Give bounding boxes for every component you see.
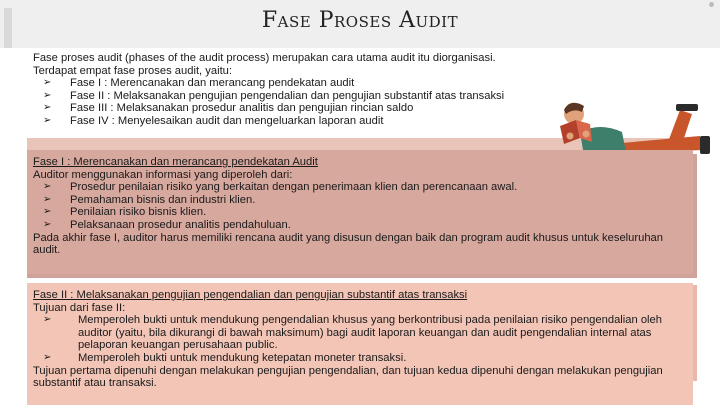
section-closing: Pada akhir fase I, auditor harus memiliki rencana audit yang disusun dengan baik dan program audit khusus untuk keseluruhan audit. xyxy=(33,231,663,257)
list-item: ➢ Pelaksanaan prosedur analitis pendahuluan. xyxy=(33,219,687,232)
arrow-bullet-icon: ➢ xyxy=(43,193,52,205)
panel-shadow xyxy=(27,274,693,278)
intro-bullet: ➢ Fase I : Merencanakan dan merancang pendekatan audit xyxy=(33,77,593,90)
page-title: Fase Proses Audit xyxy=(261,8,459,33)
arrow-bullet-icon: ➢ xyxy=(43,351,52,363)
section-heading: Fase I : Merencanakan dan merancang pendekatan Audit xyxy=(33,156,318,168)
section-line: Auditor menggunakan informasi yang diperoleh dari: xyxy=(33,168,293,181)
arrow-bullet-icon: ➢ xyxy=(43,114,52,126)
list-item: ➢ Memperoleh bukti untuk mendukung pengendalian khusus yang berkontribusi pada penilaian risiko pengendalian oleh auditor (yaitu, bila dikurangi di bawah maksimum) bagi audit laporan keuangan dan audit pengendalian internal atas pelaporan keuangan perusahaan public. xyxy=(33,314,687,352)
panel-edge xyxy=(693,285,697,381)
panel-shadow xyxy=(693,154,697,278)
arrow-bullet-icon: ➢ xyxy=(43,218,52,230)
section-phase-2 xyxy=(27,283,693,405)
arrow-bullet-icon: ➢ xyxy=(43,89,52,101)
section-heading: Fase II : Melaksanakan pengujian pengendalian dan pengujian substantif atas transaksi xyxy=(33,289,468,301)
list-item: ➢ Pemahaman bisnis dan industri klien. xyxy=(33,194,687,207)
arrow-bullet-icon: ➢ xyxy=(43,206,52,218)
intro-bullet: ➢ Fase III : Melaksanakan prosedur analitis dan pengujian rincian saldo xyxy=(33,102,593,115)
intro-line-2: Terdapat empat fase proses audit, yaitu: xyxy=(33,64,233,77)
intro-bullet: ➢ Fase II : Melaksanakan pengujian pengendalian dan pengujian substantif atas transaksi xyxy=(33,90,593,103)
section-phase-1 xyxy=(27,150,693,274)
arrow-bullet-icon: ➢ xyxy=(43,77,52,89)
list-item: ➢ Penilaian risiko bisnis klien. xyxy=(33,206,687,219)
section-line: Tujuan dari fase II: xyxy=(33,301,126,314)
corner-dot xyxy=(709,2,714,7)
list-item: ➢ Prosedur penilaian risiko yang berkaitan dengan penerimaan klien dan perencanaan awal. xyxy=(33,181,687,194)
intro-block xyxy=(33,52,593,128)
list-item: ➢ Memperoleh bukti untuk mendukung ketepatan moneter transaksi. xyxy=(33,352,687,365)
arrow-bullet-icon: ➢ xyxy=(43,314,52,326)
intro-line-1: Fase proses audit (phases of the audit process) merupakan cara utama audit itu diorganisasi. xyxy=(33,52,496,64)
arrow-bullet-icon: ➢ xyxy=(43,181,52,193)
intro-bullet: ➢ Fase IV : Menyelesaikan audit dan mengeluarkan laporan audit xyxy=(33,115,593,128)
arrow-bullet-icon: ➢ xyxy=(43,102,52,114)
section-closing: Tujuan pertama dipenuhi dengan melakukan pengujian pengendalian, dan tujuan kedua dipenuhi dengan melakukan pengujian substantif atau transaksi. xyxy=(33,364,663,390)
